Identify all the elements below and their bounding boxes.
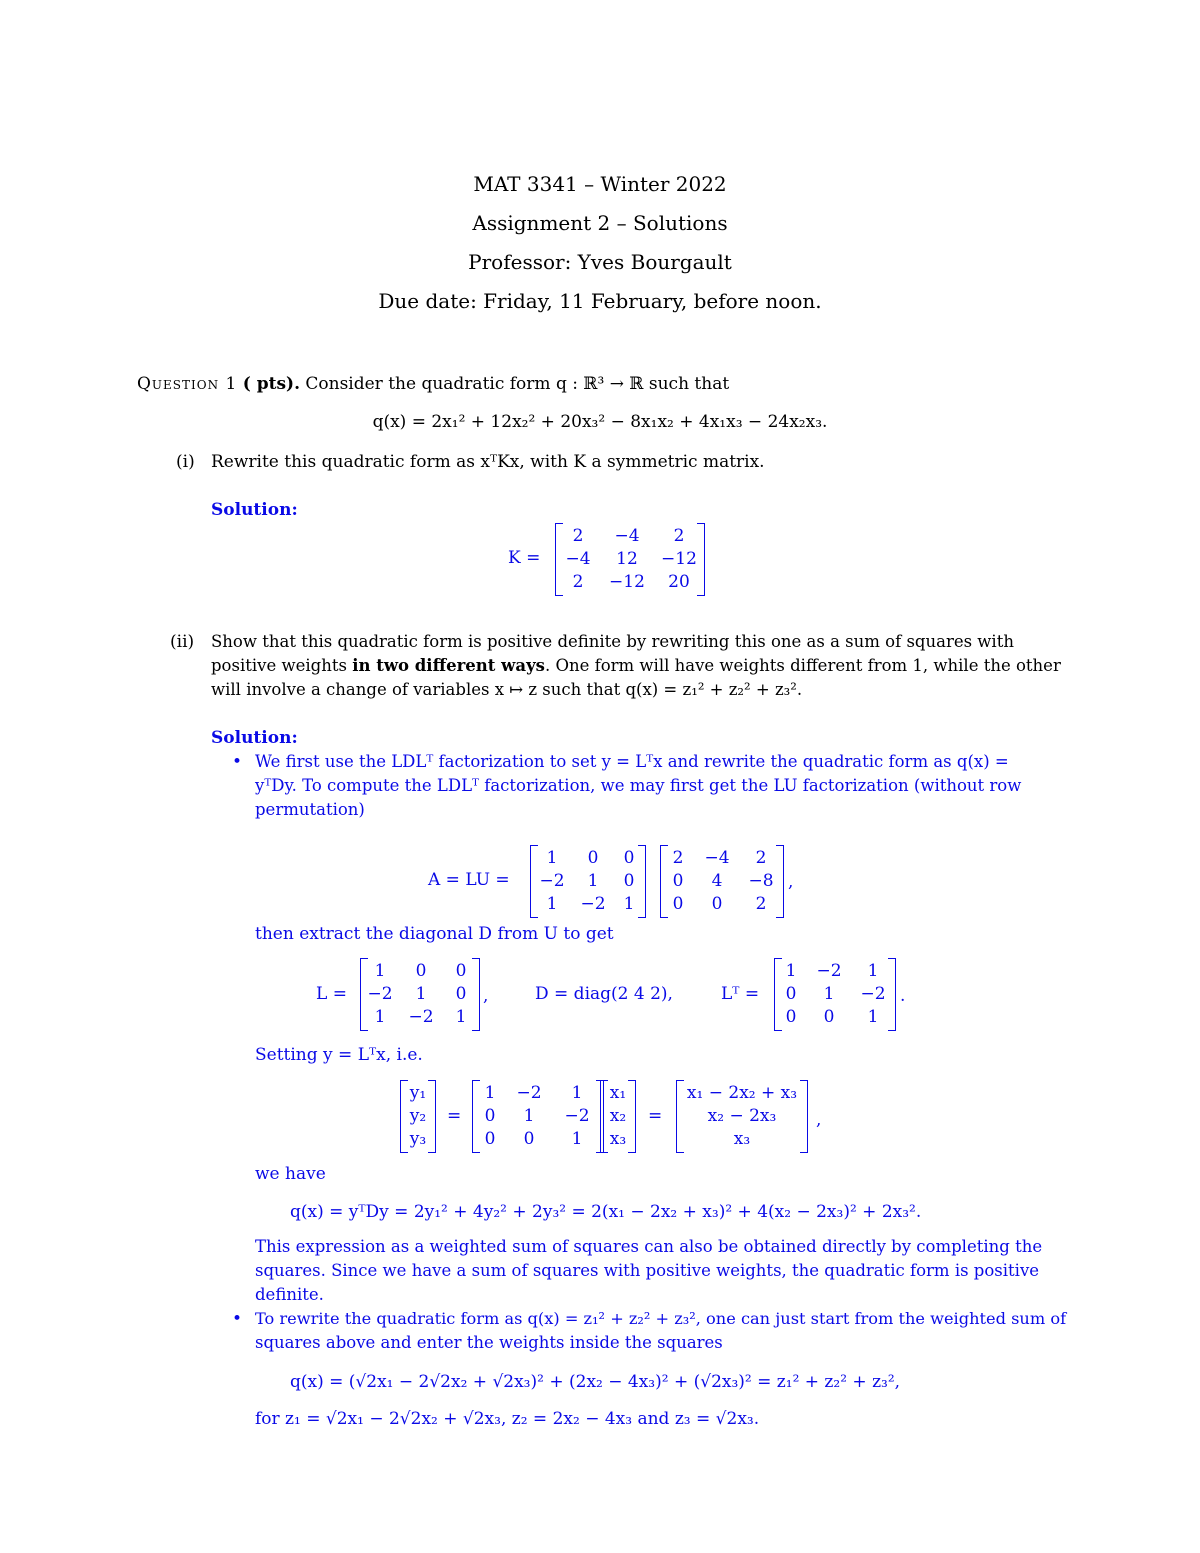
- matrix-entry: 0: [823, 1007, 835, 1027]
- matrix-entry: 0: [785, 984, 797, 1004]
- matrix-entry: 2: [672, 848, 684, 868]
- matrix-entry: 1: [523, 1106, 535, 1126]
- matrix-entry: −2: [580, 894, 606, 914]
- matrix-entry: 1: [546, 894, 558, 914]
- matrix-entry: −4: [614, 526, 640, 546]
- bullet-2: •: [232, 1309, 243, 1329]
- vector-y: [400, 1080, 436, 1153]
- matrix-entry: 1: [455, 1007, 467, 1027]
- matrix-entry: −2: [564, 1106, 590, 1126]
- matrix-entry: x₃: [733, 1129, 751, 1149]
- matrix-entry: 0: [484, 1106, 496, 1126]
- matrix-entry: 1: [867, 961, 879, 981]
- explanation-line2: squares. Since we have a sum of squares with positive weights, the quadratic form is positive: [255, 1261, 1040, 1280]
- b1-line3: permutation): [255, 800, 365, 819]
- vector-x: [600, 1080, 636, 1153]
- matrix-entry: 0: [785, 1007, 797, 1027]
- b2-line2: squares above and enter the weights inside the squares: [255, 1333, 723, 1352]
- matrix-entry: 1: [374, 961, 386, 981]
- part-ii-line2: [211, 656, 1061, 675]
- matrix-entry: −2: [367, 984, 393, 1004]
- intro-text: Consider the quadratic form q : ℝ³ → ℝ such that: [305, 374, 730, 394]
- q-expansion: q(x) = yᵀDy = 2y₁² + 4y₂² + 2y₃² = 2(x₁ − 2x₂ + x₃)² + 4(x₂ − 2x₃)² + 2x₃².: [290, 1202, 922, 1222]
- matrix-entry: 1: [415, 984, 427, 1004]
- matrix-entry: 0: [672, 894, 684, 914]
- setting-text: Setting y = Lᵀx, i.e.: [255, 1045, 423, 1065]
- matrix-entry: y₂: [409, 1106, 427, 1126]
- matrix-entry: x₂ − 2x₃: [707, 1106, 777, 1126]
- matrix-entry: 1: [587, 871, 599, 891]
- matrix-entry: −4: [704, 848, 730, 868]
- matrix-entry: 4: [711, 871, 723, 891]
- matrix-entry: 1: [823, 984, 835, 1004]
- matrix-entry: 0: [623, 848, 635, 868]
- b1-line2: yᵀDy. To compute the LDLᵀ factorization, we may first get the LU factorization (without row: [255, 776, 1022, 795]
- matrix-K: [555, 523, 705, 596]
- matrix-entry: 1: [484, 1083, 496, 1103]
- matrix-LT-2: [472, 1080, 604, 1153]
- b2-line1: To rewrite the quadratic form as q(x) = z₁² + z₂² + z₃², one can just start from the weighted sum of: [255, 1309, 1067, 1328]
- q-sqrt-form: q(x) = (√2x₁ − 2√2x₂ + √2x₃)² + (2x₂ − 4x₃)² + (√2x₃)² = z₁² + z₂² + z₃²,: [290, 1372, 901, 1392]
- matrix-entry: −2: [408, 1007, 434, 1027]
- ALU-comma: ,: [788, 872, 794, 892]
- matrix-L-factor: [530, 845, 646, 918]
- matrix-entry: 2: [572, 526, 584, 546]
- matrix-entry: 0: [672, 871, 684, 891]
- professor-line: Professor: Yves Bourgault: [468, 250, 732, 274]
- matrix-entry: 2: [755, 848, 767, 868]
- matrix-entry: 2: [755, 894, 767, 914]
- part-i-text: Rewrite this quadratic form as xᵀKx, with K a symmetric matrix.: [211, 452, 765, 472]
- matrix-entry: 20: [668, 572, 690, 592]
- matrix-entry: 1: [867, 1007, 879, 1027]
- assignment-title: Assignment 2 – Solutions: [472, 211, 728, 235]
- matrix-entry: 0: [415, 961, 427, 981]
- solution-label-2: Solution:: [211, 728, 298, 748]
- solution-label-1: Solution:: [211, 500, 298, 520]
- matrix-entry: 12: [616, 549, 638, 569]
- matrix-entry: x₃: [609, 1129, 627, 1149]
- matrix-entry: 0: [484, 1129, 496, 1149]
- course-title: MAT 3341 – Winter 2022: [473, 172, 727, 196]
- matrix-entry: 1: [546, 848, 558, 868]
- part-ii-label: (ii): [170, 632, 195, 652]
- L-label: L =: [316, 984, 347, 1004]
- matrix-entry: 0: [455, 984, 467, 1004]
- matrix-entry: y₁: [409, 1083, 427, 1103]
- LT-period: .: [900, 986, 906, 1006]
- matrix-entry: −2: [516, 1083, 542, 1103]
- matrix-entry: 1: [571, 1129, 583, 1149]
- question-1-intro: [137, 374, 729, 394]
- matrix-entry: 0: [587, 848, 599, 868]
- matrix-entry: 0: [711, 894, 723, 914]
- question-label: Question 1: [137, 374, 238, 394]
- vec-comma: ,: [816, 1110, 822, 1130]
- matrix-entry: y₃: [409, 1129, 427, 1149]
- ALU-label: A = LU =: [428, 870, 510, 890]
- z-definitions: for z₁ = √2x₁ − 2√2x₂ + √2x₃, z₂ = 2x₂ − 4x₃ and z₃ = √2x₃.: [255, 1409, 760, 1429]
- matrix-entry: 0: [523, 1129, 535, 1149]
- vector-result: [676, 1080, 808, 1153]
- eq-sign-1: =: [447, 1106, 462, 1126]
- matrix-entry: −12: [609, 572, 645, 592]
- matrix-entry: −4: [565, 549, 591, 569]
- eq-sign-2: =: [648, 1106, 663, 1126]
- matrix-entry: 1: [571, 1083, 583, 1103]
- matrix-LT: [774, 958, 896, 1031]
- matrix-entry: x₂: [609, 1106, 627, 1126]
- D-diag: D = diag(2 4 2),: [535, 984, 673, 1004]
- quadratic-form-equation: q(x) = 2x₁² + 12x₂² + 20x₃² − 8x₁x₂ + 4x₁x₃ − 24x₂x₃.: [372, 412, 828, 432]
- matrix-entry: x₁: [609, 1083, 627, 1103]
- matrix-entry: 2: [673, 526, 685, 546]
- part-ii-emphasis: in two different ways: [352, 656, 545, 675]
- K-label: K =: [508, 548, 541, 568]
- matrix-entry: −2: [539, 871, 565, 891]
- part-ii-line2-c: . One form will have weights different from 1, while the other: [544, 656, 1061, 675]
- explanation-line3: definite.: [255, 1285, 324, 1304]
- b1-line1: We first use the LDLᵀ factorization to set y = Lᵀx and rewrite the quadratic form as q(x) =: [255, 752, 1009, 771]
- matrix-entry: x₁ − 2x₂ + x₃: [686, 1083, 798, 1103]
- matrix-L: [360, 958, 480, 1031]
- matrix-entry: −8: [748, 871, 774, 891]
- part-ii-line2-a: positive weights: [211, 656, 353, 675]
- matrix-entry: 0: [623, 871, 635, 891]
- part-ii-line1: Show that this quadratic form is positive definite by rewriting this one as a sum of squares with: [211, 632, 1014, 651]
- we-have-text: we have: [255, 1164, 326, 1184]
- L-comma: ,: [483, 986, 489, 1006]
- explanation-line1: This expression as a weighted sum of squares can also be obtained directly by completing the: [255, 1237, 1043, 1256]
- matrix-entry: −2: [816, 961, 842, 981]
- LT-label: Lᵀ =: [721, 984, 760, 1004]
- matrix-entry: −12: [661, 549, 697, 569]
- matrix-entry: 1: [785, 961, 797, 981]
- bullet-1: •: [232, 752, 243, 772]
- part-ii-line3: will involve a change of variables x ↦ z such that q(x) = z₁² + z₂² + z₃².: [211, 680, 803, 699]
- matrix-entry: −2: [860, 984, 886, 1004]
- matrix-U: [660, 845, 784, 918]
- extract-text: then extract the diagonal D from U to get: [255, 924, 614, 944]
- matrix-entry: 1: [374, 1007, 386, 1027]
- matrix-entry: 0: [455, 961, 467, 981]
- matrix-entry: 1: [623, 894, 635, 914]
- due-date: Due date: Friday, 11 February, before noon.: [378, 289, 822, 313]
- points: ( pts).: [242, 374, 300, 394]
- part-i-label: (i): [176, 452, 195, 472]
- matrix-entry: 2: [572, 572, 584, 592]
